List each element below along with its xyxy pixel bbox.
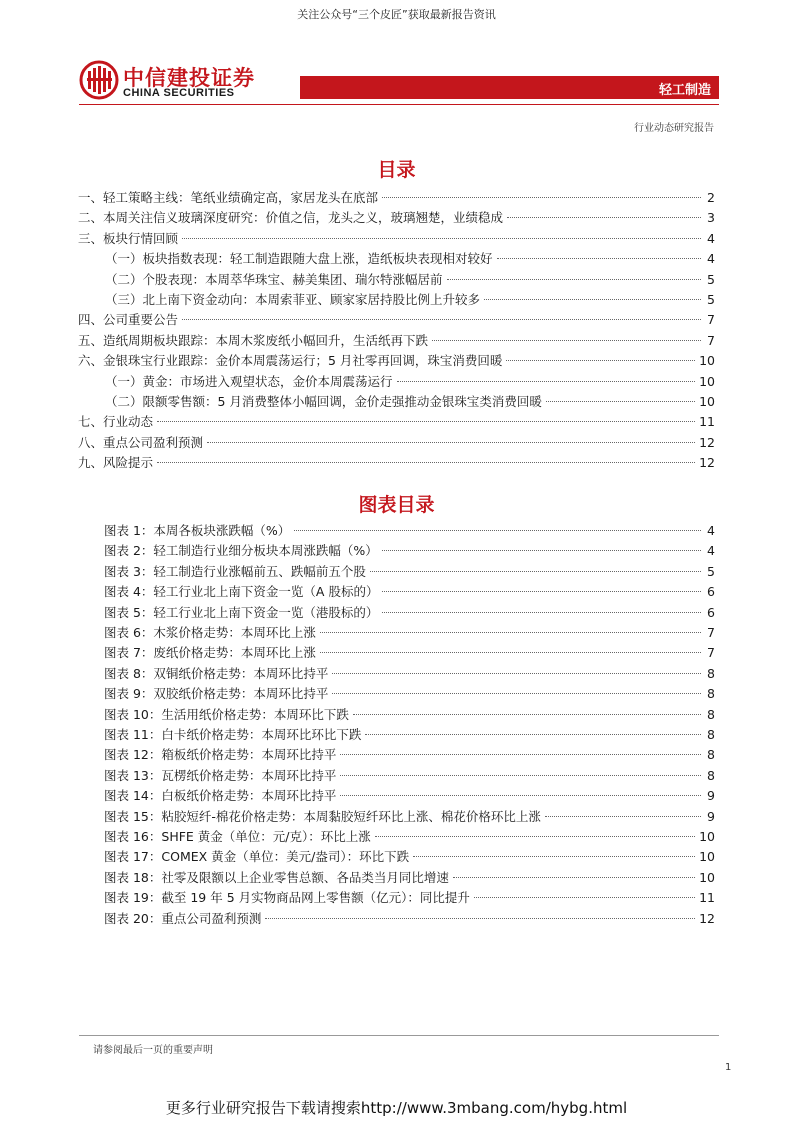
dot-leader	[157, 421, 695, 422]
toc-entry-page: 7	[707, 332, 715, 348]
toc-entry[interactable]	[105, 270, 715, 290]
dot-leader	[382, 612, 701, 613]
figure-toc-entry[interactable]	[104, 807, 715, 827]
toc-entry-page: 8	[707, 767, 715, 783]
figure-toc-entry[interactable]	[104, 684, 715, 704]
figure-toc-entry[interactable]	[104, 582, 715, 602]
toc-entry[interactable]	[105, 249, 715, 269]
toc-entry-label: 图表 11：白卡纸价格走势：本周环比环比下跌	[104, 727, 362, 742]
dot-leader	[294, 530, 701, 531]
dot-leader	[474, 897, 695, 898]
toc-entry[interactable]	[78, 412, 715, 432]
dot-leader	[413, 856, 695, 857]
toc-entry[interactable]	[78, 310, 715, 330]
dot-leader	[332, 673, 701, 674]
figure-toc-entry[interactable]	[104, 643, 715, 663]
toc-entry[interactable]	[105, 290, 715, 310]
toc-entry-label: 图表 19：截至 19 年 5 月实物商品网上零售额（亿元）：同比提升	[104, 890, 470, 906]
figure-toc-entry[interactable]	[104, 603, 715, 623]
toc-entry-label: 二、本周关注信义玻璃深度研究：价值之信，龙头之义，玻璃翘楚，业绩稳成	[78, 210, 504, 226]
toc-entry-label: 六、金银珠宝行业跟踪：金价本周震荡运行；5 月社零再回调，珠宝消费回暖	[78, 353, 503, 369]
figure-toc-entry[interactable]	[104, 847, 715, 867]
toc-entry-page: 5	[707, 292, 715, 307]
dot-leader	[332, 693, 701, 694]
dot-leader	[546, 401, 695, 402]
toc-entry-label: 图表 5：轻工行业北上南下资金一览（港股标的）	[104, 604, 379, 620]
toc-entry-page: 12	[699, 910, 715, 926]
dot-leader	[157, 462, 695, 463]
dot-leader	[382, 591, 701, 592]
toc-entry-page: 7	[707, 312, 715, 328]
dot-leader	[182, 238, 701, 239]
toc-entry-label: 四、公司重要公告	[78, 312, 179, 328]
toc-entry-page: 5	[707, 271, 715, 287]
toc-entry-page: 7	[707, 625, 715, 640]
figure-toc-entry[interactable]	[104, 888, 715, 908]
disclaimer-note: 请参阅最后一页的重要声明	[93, 1045, 213, 1056]
toc-entry-label: 图表 4：轻工行业北上南下资金一览（A 股标的）	[104, 584, 379, 600]
toc-entry-page: 9	[707, 788, 715, 804]
toc-entry-page: 10	[699, 829, 715, 844]
dot-leader	[545, 816, 701, 817]
figure-toc-entry[interactable]	[104, 868, 715, 888]
toc-entry-label: （一）板块指数表现：轻工制造跟随大盘上涨，造纸板块表现相对较好	[105, 251, 493, 267]
toc-entry[interactable]	[105, 392, 715, 412]
toc-entry-page: 8	[707, 727, 715, 742]
dot-leader	[207, 442, 695, 443]
toc-entry-page: 9	[707, 808, 715, 824]
page-number: 1	[725, 1062, 732, 1073]
dot-leader	[447, 279, 701, 280]
toc-entry-label: 图表 8：双铜纸价格走势：本周环比持平	[104, 665, 329, 681]
toc-entry-page: 8	[707, 665, 715, 681]
dot-leader	[320, 632, 701, 633]
toc-entry[interactable]	[78, 331, 715, 351]
toc-entry-label: 图表 15：粘胶短纤-棉花价格走势：本周黏胶短纤环比上涨、棉花价格环比上涨	[104, 808, 541, 824]
dot-leader	[397, 381, 696, 382]
toc-entry-page: 8	[707, 706, 715, 722]
toc-entry[interactable]	[78, 433, 715, 453]
toc-entry-label: 图表 3：轻工制造行业涨幅前五、跌幅前五个股	[104, 563, 366, 579]
dot-leader	[265, 918, 695, 919]
footer-divider	[79, 1035, 719, 1036]
toc-entry-page: 8	[707, 686, 715, 702]
toc-entry-page: 3	[707, 210, 715, 226]
toc-entry-label: 图表 2：轻工制造行业细分板块本周涨跌幅（%）	[104, 543, 378, 559]
toc-entry-label: 图表 1：本周各板块涨跌幅（%）	[104, 523, 291, 538]
toc-entry-label: （二）限额零售额：5 月消费整体小幅回调，金价走强推动金银珠宝类消费回暖	[105, 394, 542, 409]
toc-entry-label: 图表 20：重点公司盈利预测	[104, 910, 262, 926]
toc-entry-page: 12	[699, 434, 715, 450]
toc-entry-label: （三）北上南下资金动向：本周索菲亚、顾家家居持股比例上升较多	[105, 292, 481, 307]
dot-leader	[340, 775, 701, 776]
toc-entry-label: 八、重点公司盈利预测	[78, 434, 204, 450]
dot-leader	[375, 836, 695, 837]
figures-toc-title: 图表目录	[358, 494, 435, 516]
dot-leader	[340, 754, 701, 755]
bottom-banner: 更多行业研究报告下载请搜索http://www.3mbang.com/hybg.html	[165, 1099, 628, 1117]
toc-entry[interactable]	[78, 453, 715, 473]
toc-entry-label: 图表 16：SHFE 黄金（单位：元/克）：环比上涨	[104, 829, 371, 844]
figure-toc-entry[interactable]	[104, 541, 715, 561]
dot-leader	[382, 550, 701, 551]
toc-entry-label: 图表 12：箱板纸价格走势：本周环比持平	[104, 747, 337, 763]
china-securities-logo-icon	[79, 60, 119, 100]
dot-leader	[497, 258, 701, 259]
header-divider	[79, 104, 719, 105]
figure-toc-entry[interactable]	[104, 705, 715, 725]
figure-toc-entry[interactable]	[104, 562, 715, 582]
dot-leader	[353, 714, 701, 715]
figure-toc-entry[interactable]	[104, 909, 715, 929]
dot-leader	[370, 571, 701, 572]
dot-leader	[453, 877, 695, 878]
figure-toc-entry[interactable]	[104, 827, 715, 847]
report-type: 行业动态研究报告	[634, 123, 714, 134]
figure-toc-entry[interactable]	[104, 521, 715, 541]
toc-entry-label: 三、板块行情回顾	[78, 230, 179, 246]
sector-header-bar	[300, 76, 719, 99]
dot-leader	[182, 319, 701, 320]
dot-leader	[382, 197, 701, 198]
toc-entry-page: 8	[707, 747, 715, 763]
toc-entry-label: 七、行业动态	[78, 414, 154, 430]
toc-entry-page: 10	[699, 353, 715, 369]
sector-label: 轻工制造	[658, 83, 711, 98]
toc-entry-page: 6	[707, 584, 715, 600]
dot-leader	[484, 299, 701, 300]
toc-entry-label: 图表 9：双胶纸价格走势：本周环比持平	[104, 686, 329, 702]
toc-entry[interactable]	[78, 208, 715, 228]
toc-entry-label: 九、风险提示	[78, 455, 154, 471]
toc-entry-page: 7	[707, 645, 715, 661]
logo-chinese-name: 中信建投证券	[123, 65, 255, 90]
toc-title: 目录	[377, 159, 416, 181]
figure-toc-entry[interactable]	[104, 664, 715, 684]
toc-entry-label: 图表 18：社零及限额以上企业零售总额、各品类当月同比增速	[104, 869, 449, 885]
toc-entry-label: 图表 6：木浆价格走势：本周环比上涨	[104, 625, 316, 640]
toc-entry-page: 4	[707, 523, 715, 538]
dot-leader	[320, 652, 701, 653]
toc-entry[interactable]	[105, 372, 715, 392]
top-banner: 关注公众号“三个皮匠”获取最新报告资讯	[297, 8, 496, 21]
toc-entry-label: 图表 14：白板纸价格走势：本周环比持平	[104, 788, 337, 804]
figure-toc-entry[interactable]	[104, 725, 715, 745]
toc-entry-page: 10	[699, 394, 715, 409]
dot-leader	[365, 734, 701, 735]
dot-leader	[340, 795, 701, 796]
figure-toc-entry[interactable]	[104, 786, 715, 806]
toc-entry[interactable]	[78, 188, 715, 208]
toc-entry-label: 图表 10：生活用纸价格走势：本周环比下跌	[104, 706, 349, 722]
toc-entry-page: 10	[699, 849, 715, 865]
toc-entry-label: （二）个股表现：本周萃华珠宝、赫美集团、瑞尔特涨幅居前	[105, 271, 443, 287]
toc-entry-label: （一）黄金：市场进入观望状态，金价本周震荡运行	[105, 373, 393, 389]
dot-leader	[507, 217, 701, 218]
figure-toc-entry[interactable]	[104, 623, 715, 643]
toc-entry-page: 4	[707, 251, 715, 267]
toc-entry-page: 5	[707, 563, 715, 579]
toc-entry-page: 6	[707, 604, 715, 620]
figure-toc-entry[interactable]	[104, 745, 715, 765]
toc-entry-label: 图表 17：COMEX 黄金（单位：美元/盎司）：环比下跌	[104, 849, 410, 865]
company-logo	[79, 60, 255, 100]
toc-entry[interactable]	[78, 229, 715, 249]
toc-entry[interactable]	[78, 351, 715, 371]
toc-entry-label: 图表 13：瓦楞纸价格走势：本周环比持平	[104, 767, 337, 783]
toc-entry-page: 12	[699, 455, 715, 471]
dot-leader	[432, 340, 701, 341]
toc-entry-label: 一、轻工策略主线：笔纸业绩确定高，家居龙头在底部	[78, 190, 379, 205]
toc-entry-page: 4	[707, 543, 715, 559]
toc-entry-page: 11	[699, 414, 715, 430]
dot-leader	[506, 360, 695, 361]
toc-entry-page: 10	[699, 869, 715, 885]
toc-entry-label: 五、造纸周期板块跟踪：本周木浆废纸小幅回升，生活纸再下跌	[78, 332, 429, 348]
toc-entry-page: 10	[699, 373, 715, 389]
logo-english-name: CHINA SECURITIES	[123, 87, 235, 99]
toc-entry-label: 图表 7：废纸价格走势：本周环比上涨	[104, 645, 316, 661]
toc-entry-page: 4	[707, 230, 715, 246]
toc-entry-page: 2	[707, 190, 715, 205]
figure-toc-entry[interactable]	[104, 766, 715, 786]
toc-entry-page: 11	[699, 890, 715, 906]
